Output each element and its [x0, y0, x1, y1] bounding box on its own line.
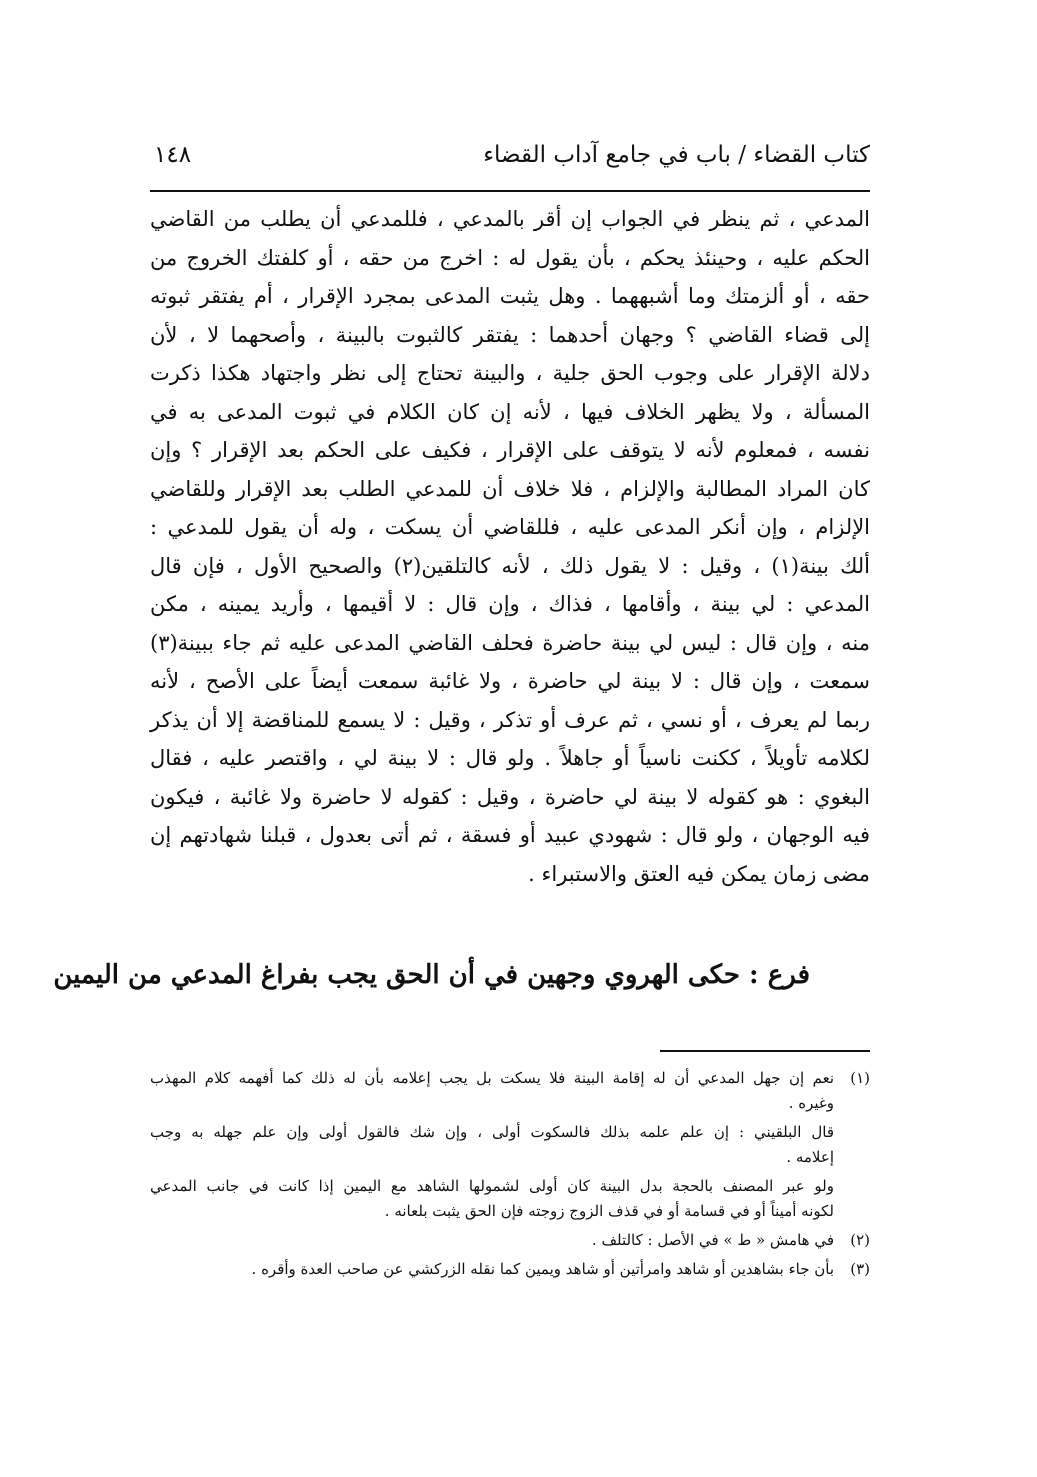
body-line: الإلزام ، وإن أنكر المدعى عليه ، فللقاضي أن يسكت ، وله أن يقول للمدعي :: [150, 515, 870, 539]
body-line: إلى قضاء القاضي ؟ وجهان أحدهما : يفتقر كالثبوت بالبينة ، وأصحهما لا ، لأن: [150, 322, 870, 347]
header-rule: [150, 190, 870, 192]
body-line: نفسه ، فمعلوم لأنه لا يتوقف على الإقرار ، فكيف على الحكم بعد الإقرار ؟ وإن: [150, 438, 870, 462]
footnote-line: ولو عبر المصنف بالحجة بدل البينة كان أولى لشمولها الشاهد مع اليمين إذا كانت في جانب المدعي: [150, 1177, 834, 1195]
body-line: البغوي : هو كقوله لا بينة لي حاضرة ، وقيل : كقوله لا حاضرة ولا غائبة ، فيكون: [150, 784, 870, 809]
footnote-gap: [150, 1282, 870, 1286]
footnote-line: نعم إن جهل المدعي أن له إقامة البينة فلا يسكت بل يجب إعلامه بأن له ذلك كما أفهمه كلام المهذب: [150, 1069, 834, 1087]
body-line: دلالة الإقرار على وجوب الحق جلية ، والبينة تحتاج إلى نظر واجتهاد هكذا ذكرت: [150, 361, 870, 385]
footnote-marker: [834, 1174, 870, 1224]
body-line: المدعي : لي بينة ، وأقامها ، فذاك ، وإن قال : لا أقيمها ، وأريد يمينه ، مكن: [150, 592, 870, 616]
page-number: ١٤٨: [154, 142, 192, 168]
footnotes: [150, 1066, 870, 1286]
footnote: [150, 1120, 870, 1170]
body-line: حقه ، أو ألزمتك وما أشبههما . وهل يثبت المدعى بمجرد الإقرار ، أم يفتقر ثبوته: [150, 284, 870, 308]
body-line: كان المراد المطالبة والإلزام ، فلا خلاف أن للمدعي الطلب بعد الإقرار وللقاضي: [150, 476, 870, 501]
footnote: [150, 1228, 870, 1253]
footnote-separator: [660, 1050, 870, 1052]
running-title: كتاب القضاء / باب في جامع آداب القضاء: [483, 142, 870, 168]
body-line: منه ، وإن قال : ليس لي بينة حاضرة فحلف القاضي المدعى عليه ثم جاء ببينة(٣): [150, 630, 870, 655]
footnote: [150, 1066, 870, 1116]
body-line: مضى زمان يمكن فيه العتق والاستبراء .: [528, 861, 870, 886]
body-line: المسألة ، ولا يظهر الخلاف فيها ، لأنه إن كان الكلام في ثبوت المدعى به في: [150, 399, 870, 424]
footnote-line: لكونه أميناً أو في قسامة أو في قذف الزوج زوجته فإن الحق يثبت بلعانه .: [384, 1202, 834, 1220]
body-line: المدعي ، ثم ينظر في الجواب إن أقر بالمدعي ، فللمدعي أن يطلب من القاضي: [150, 207, 870, 231]
footnote: [150, 1174, 870, 1224]
footnote-line: وغيره .: [788, 1094, 834, 1112]
footnote: [150, 1257, 870, 1282]
body-line: الحكم عليه ، وحينئذ يحكم ، بأن يقول له : اخرج من حقه ، أو كلفتك الخروج من: [150, 245, 870, 270]
footnote-marker: [834, 1120, 870, 1170]
body-line: فيه الوجهان ، ولو قال : شهودي عبيد أو فسقة ، ثم أتى بعدول ، قبلنا شهادتهم إن: [150, 823, 870, 847]
footnote-line: بأن جاء بشاهدين أو شاهد وامرأتين أو شاهد ويمين كما نقله الزركشي عن صاحب العدة وأقره .: [251, 1260, 834, 1278]
footnote-line: في هامش « ط » في الأصل : كالتلف .: [591, 1231, 834, 1249]
footnote-line: إعلامه .: [786, 1148, 834, 1166]
footnote-marker: (٣): [850, 1260, 870, 1278]
running-header: [150, 140, 870, 192]
footnote-marker: (٢): [850, 1231, 870, 1249]
body-line: ألك بينة(١) ، وقيل : لا يقول ذلك ، لأنه كالتلقين(٢) والصحيح الأول ، فإن قال: [150, 553, 871, 578]
footnote-marker: (١): [850, 1069, 870, 1087]
body-text: [150, 200, 870, 893]
footnote-line: قال البلقيني : إن علم علمه بذلك فالسكوت أولى ، وإن شك فالقول أولى وإن علم جهله به وجب: [150, 1123, 834, 1141]
body-line: ربما لم يعرف ، أو نسي ، ثم عرف أو تذكر ، وقيل : لا يسمع للمناقضة إلا أن يذكر: [150, 707, 870, 732]
body-line: سمعت ، وإن قال : لا بينة لي حاضرة ، ولا غائبة سمعت أيضاً على الأصح ، لأنه: [150, 669, 870, 693]
body-line: لكلامه تأويلاً ، ككنت ناسياً أو جاهلاً . ولو قال : لا بينة لي ، واقتصر عليه ، فقال: [150, 746, 870, 770]
section-heading: فرع : حكى الهروي وجهين في أن الحق يجب بفراغ المدعي من اليمين: [53, 960, 810, 990]
